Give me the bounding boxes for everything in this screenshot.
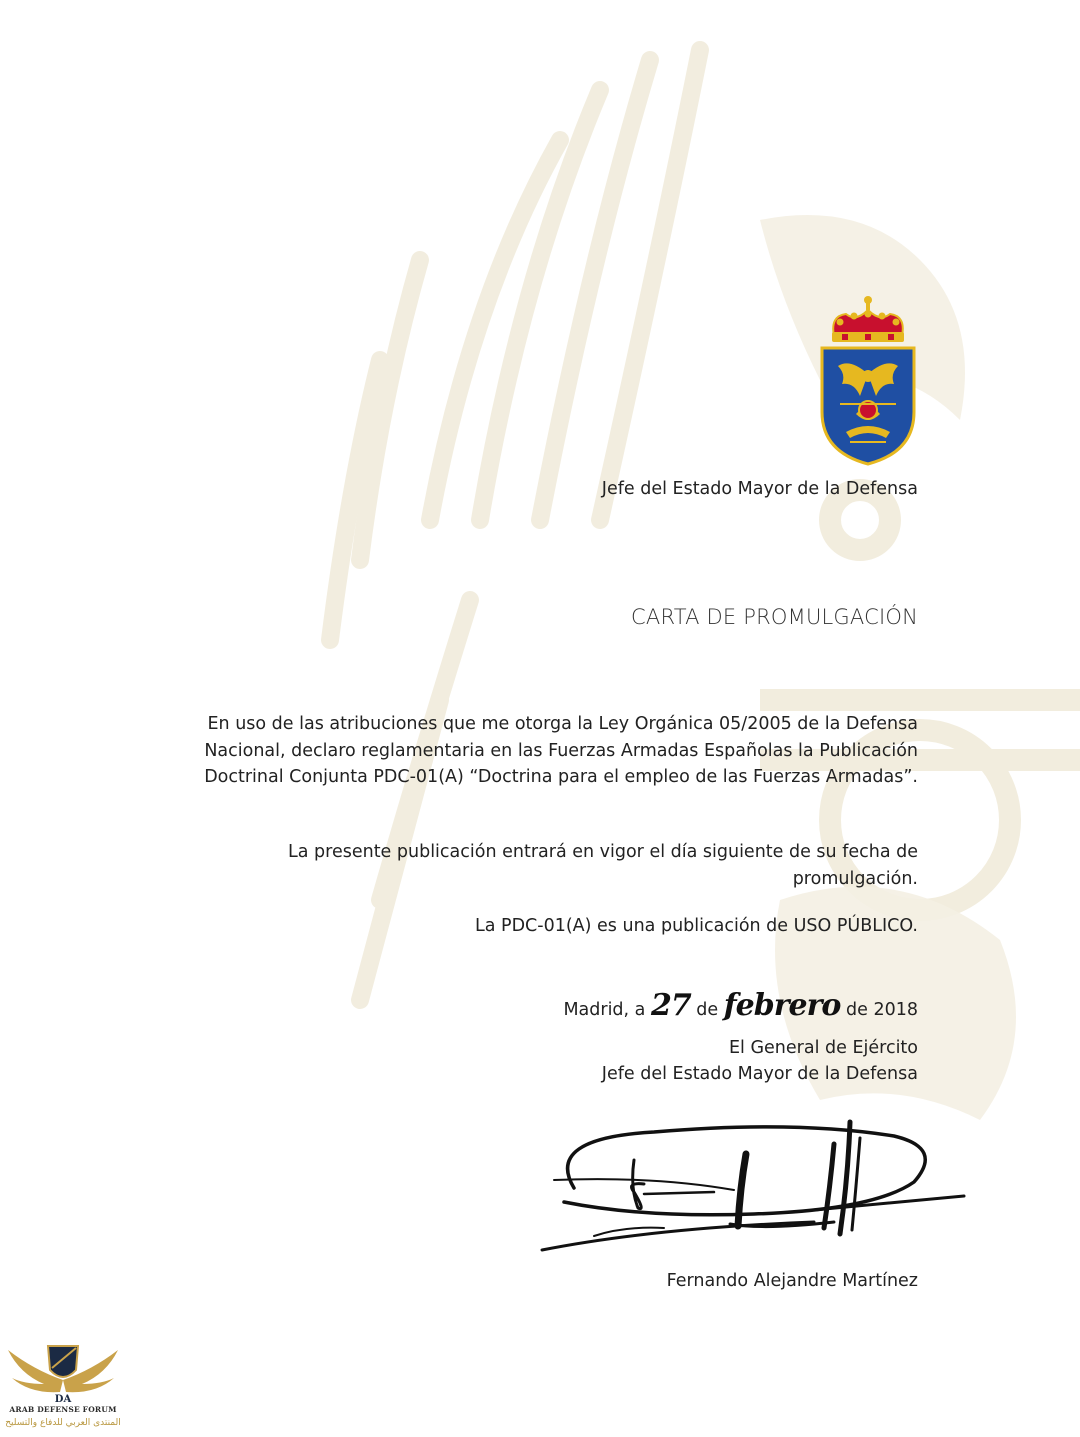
dateline-year: de 2018 <box>846 1000 918 1020</box>
signatory-position: Jefe del Estado Mayor de la Defensa <box>601 1064 918 1084</box>
signatory-rank: El General de Ejército <box>729 1038 918 1058</box>
forum-name-english: ARAB DEFENSE FORUM <box>9 1405 117 1414</box>
forum-name-arabic: المنتدى العربي للدفاع والتسليح <box>5 1418 121 1428</box>
arab-defense-forum-logo <box>4 1340 122 1436</box>
dateline-prefix: Madrid, a <box>563 1000 646 1020</box>
signatory-block <box>602 1035 918 1087</box>
issuing-authority: Jefe del Estado Mayor de la Defensa <box>601 479 918 499</box>
svg-text:DA: DA <box>54 1394 72 1404</box>
spain-defense-staff-coat-of-arms-icon <box>816 292 920 468</box>
signatory-name: Fernando Alejandre Martínez <box>666 1271 918 1291</box>
handwritten-signature <box>534 1118 968 1258</box>
body-paragraph: La presente publicación entrará en vigor el día siguiente de su fecha de promulgación. <box>288 842 918 889</box>
document-title: CARTA DE PROMULGACIÓN <box>631 605 918 629</box>
handwritten-month: febrero <box>723 988 841 1023</box>
dateline <box>563 988 918 1024</box>
dateline-connector: de <box>696 1000 719 1020</box>
body-paragraph: En uso de las atribuciones que me otorga la Ley Orgánica 05/2005 de la Defensa Nacional, declaro reglamentaria en las Fuerzas Armadas Españolas la Publicación Doctrinal Conjunta PDC-01(A) “Doctrina para el empleo de las Fuerzas Armadas”. <box>204 714 918 787</box>
handwritten-day: 27 <box>650 988 691 1023</box>
body-paragraph: La PDC-01(A) es una publicación de USO PÚBLICO. <box>474 916 918 936</box>
forum-wings-shield-icon <box>4 1340 122 1404</box>
